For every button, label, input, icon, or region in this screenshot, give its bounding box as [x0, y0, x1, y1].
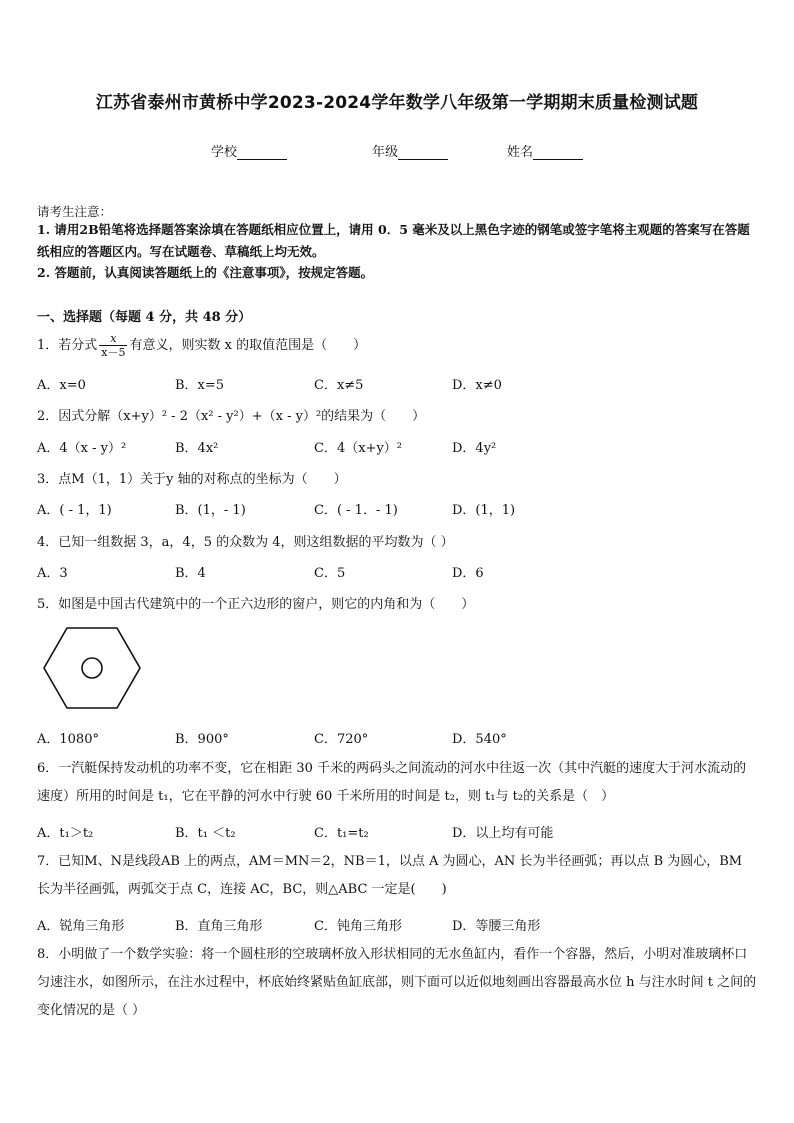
q1-option-d: D．x≠0	[452, 378, 502, 393]
q5-option-a: A．1080°	[37, 732, 99, 747]
question-4: 4．已知一组数据 3，a，4，5 的众数为 4，则这组数据的平均数为（ ）	[37, 535, 454, 550]
school-field	[211, 141, 287, 160]
q7-option-b: B．直角三角形	[175, 919, 263, 934]
q3-option-a: A．( - 1，1)	[37, 503, 112, 518]
q6-option-d: D．以上均有可能	[452, 826, 554, 841]
q4-option-a: A．3	[37, 566, 68, 581]
notice-item-2: 2. 答题前，认真阅读答题纸上的《注意事项》，按规定答题。	[37, 265, 374, 280]
q2-option-a: A．4（x - y）²	[37, 441, 127, 456]
question-6: 6．一汽艇保持发动机的功率不变，它在相距 30 千米的两码头之间流动的河水中往返一次（其中汽艇的速度大于河水流动的速度）所用的时间是 t₁，它在平静的河水中行驶 60 千米所用的时间是 t₂，则 t₁与 t₂的关系是（ ）	[37, 761, 747, 804]
grade-label: 年级	[372, 145, 399, 160]
name-field	[507, 141, 583, 160]
fraction-numerator: x	[99, 332, 127, 346]
school-blank	[237, 146, 287, 160]
q6-option-b: B．t₁ ＜t₂	[175, 826, 236, 841]
notice-item-1: 1. 请用2B铅笔将选择题答案涂填在答题纸相应位置上，请用 0．5 毫米及以上黑色字迹的钢笔或签字笔将主观题的答案写在答题纸相应的答题区内。写在试题卷、草稿纸上均无效。	[37, 222, 750, 259]
q2-option-c: C．4（x+y）²	[314, 441, 402, 456]
school-label: 学校	[211, 145, 238, 160]
question-2: 2．因式分解（x+y）² - 2（x² - y²）+（x - y）²的结果为（ ）	[37, 409, 426, 424]
q5-option-d: D．540°	[452, 732, 507, 747]
q4-option-d: D．6	[452, 566, 484, 581]
q4-option-c: C．5	[314, 566, 346, 581]
question-8: 8．小明做了一个数学实验：将一个圆柱形的空玻璃杯放入形状相同的无水鱼缸内，看作一个容器，然后，小明对准玻璃杯口匀速注水，如图所示，在注水过程中，杯底始终紧贴鱼缸底部，则下面可以近似地刻画出容器最高水位 h 与注水时间 t 之间的变化情况的是（ ）	[37, 947, 757, 1018]
page-title: 江苏省泰州市黄桥中学2023-2024学年数学八年级第一学期期末质量检测试题	[95, 93, 699, 113]
grade-field	[372, 141, 448, 160]
name-blank	[533, 146, 583, 160]
question-3: 3．点M（1，1）关于y 轴的对称点的坐标为（ ）	[37, 472, 347, 487]
question-5: 5．如图是中国古代建筑中的一个正六边形的窗户，则它的内角和为（ ）	[37, 597, 475, 612]
q5-option-c: C．720°	[314, 732, 369, 747]
question-7: 7．已知M、N是线段AB 上的两点，AM＝MN＝2，NB＝1，以点 A 为圆心，AN 长为半径画弧；再以点 B 为圆心，BM 长为半径画弧，两弧交于点 C，连接 AC，BC，则△ABC 一定是( )	[37, 854, 743, 897]
q3-option-d: D．(1，1)	[452, 503, 516, 518]
q7-option-d: D．等腰三角形	[452, 919, 541, 934]
question-1-post: 有意义，则实数 x 的取值范围是（ ）	[129, 338, 367, 353]
q7-option-c: C．钝角三角形	[314, 919, 402, 934]
hexagon-center-circle	[82, 658, 102, 678]
q6-option-c: C．t₁=t₂	[314, 826, 369, 841]
q3-option-c: C．( - 1．- 1)	[314, 503, 398, 518]
q2-option-d: D．4y²	[452, 441, 497, 456]
q4-option-b: B．4	[175, 566, 206, 581]
q6-option-a: A．t₁＞t₂	[37, 826, 94, 841]
name-label: 姓名	[507, 145, 534, 160]
q1-option-c: C．x≠5	[314, 378, 364, 393]
q3-option-b: B．(1，- 1)	[175, 503, 246, 518]
hexagon-window-figure	[42, 626, 142, 710]
q7-option-a: A．锐角三角形	[37, 919, 125, 934]
hexagon-shape	[44, 628, 140, 708]
q2-option-b: B．4x²	[175, 441, 219, 456]
question-1-pre: 1．若分式	[37, 338, 98, 353]
grade-blank	[398, 146, 448, 160]
q1-option-b: B．x=5	[175, 378, 225, 393]
notice-heading: 请考生注意：	[37, 204, 113, 219]
fraction-denominator: x－5	[101, 346, 126, 359]
question-1	[37, 332, 366, 359]
q1-option-a: A．x=0	[37, 378, 86, 393]
q5-option-b: B．900°	[175, 732, 229, 747]
fraction	[99, 332, 127, 359]
section-heading: 一、选择题（每题 4 分，共 48 分）	[37, 310, 252, 325]
